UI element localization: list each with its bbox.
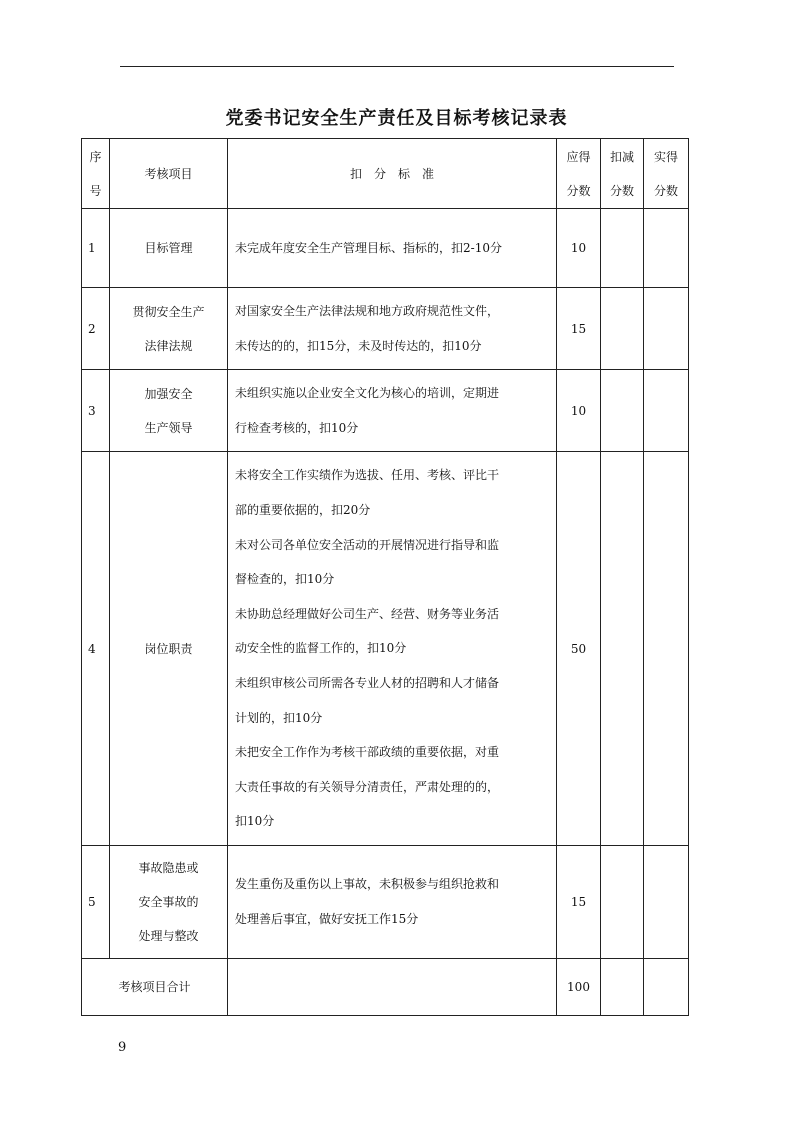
document-title: 党委书记安全生产责任及目标考核记录表 <box>225 108 568 129</box>
table-row <box>82 370 689 452</box>
total-actual-score <box>644 958 689 1015</box>
row-actual-score <box>644 452 689 846</box>
row-should-score: 10 <box>557 209 601 288</box>
total-should-score: 100 <box>557 958 601 1015</box>
row-item: 岗位职责 <box>110 452 228 846</box>
row-actual-score <box>644 370 689 452</box>
row-number: 2 <box>82 288 110 370</box>
total-deduct-score <box>601 958 644 1015</box>
row-criteria: 未组织实施以企业安全文化为核心的培训，定期进 行检查考核的，扣10分 <box>228 370 557 452</box>
row-item: 目标管理 <box>110 209 228 288</box>
row-number: 4 <box>82 452 110 846</box>
row-number: 5 <box>82 845 110 958</box>
table-header-row <box>82 139 689 209</box>
assessment-table <box>81 138 689 1016</box>
header-deduct-score: 扣减 分数 <box>601 139 644 209</box>
header-should-score: 应得 分数 <box>557 139 601 209</box>
row-should-score: 50 <box>557 452 601 846</box>
row-item: 加强安全 生产领导 <box>110 370 228 452</box>
row-item: 贯彻安全生产 法律法规 <box>110 288 228 370</box>
table-row <box>82 209 689 288</box>
row-actual-score <box>644 209 689 288</box>
row-criteria: 发生重伤及重伤以上事故，未积极参与组织抢救和 处理善后事宜，做好安抚工作15分 <box>228 845 557 958</box>
row-criteria: 对国家安全生产法律法规和地方政府规范性文件， 未传达的的，扣15分，未及时传达的，扣10分 <box>228 288 557 370</box>
row-deduct-score <box>601 452 644 846</box>
row-deduct-score <box>601 370 644 452</box>
row-should-score: 15 <box>557 845 601 958</box>
total-criteria <box>228 958 557 1015</box>
total-label: 考核项目合计 <box>82 958 228 1015</box>
header-rule <box>120 66 674 67</box>
table-total-row <box>82 958 689 1015</box>
header-no: 序 号 <box>82 139 110 209</box>
table-row <box>82 452 689 846</box>
row-should-score: 10 <box>557 370 601 452</box>
row-should-score: 15 <box>557 288 601 370</box>
row-item: 事故隐患或 安全事故的 处理与整改 <box>110 845 228 958</box>
table-row <box>82 288 689 370</box>
row-deduct-score <box>601 288 644 370</box>
page-number: 9 <box>118 1040 127 1055</box>
table-row <box>82 845 689 958</box>
row-criteria: 未完成年度安全生产管理目标、指标的，扣2-10分 <box>228 209 557 288</box>
header-criteria: 扣 分 标 准 <box>228 139 557 209</box>
header-actual-score: 实得 分数 <box>644 139 689 209</box>
row-deduct-score <box>601 845 644 958</box>
header-item: 考核项目 <box>110 139 228 209</box>
row-number: 1 <box>82 209 110 288</box>
row-criteria: 未将安全工作实绩作为选拔、任用、考核、评比干 部的重要依据的，扣20分 未对公司各单位安全活动的开展情况进行指导和监 督检查的，扣10分 未协助总经理做好公司生产、经营、财务等业务活 动安全性的监督工作的，扣10分 未组织审核公司所需各专业人材的招聘和人才储备 计划的，扣10分 未把安全工作作为考核干部政绩的重要依据，对重 大责任事故的有关领导分清责任，严肃处理的的， 扣10分 <box>228 452 557 846</box>
row-deduct-score <box>601 209 644 288</box>
row-actual-score <box>644 845 689 958</box>
row-actual-score <box>644 288 689 370</box>
row-number: 3 <box>82 370 110 452</box>
